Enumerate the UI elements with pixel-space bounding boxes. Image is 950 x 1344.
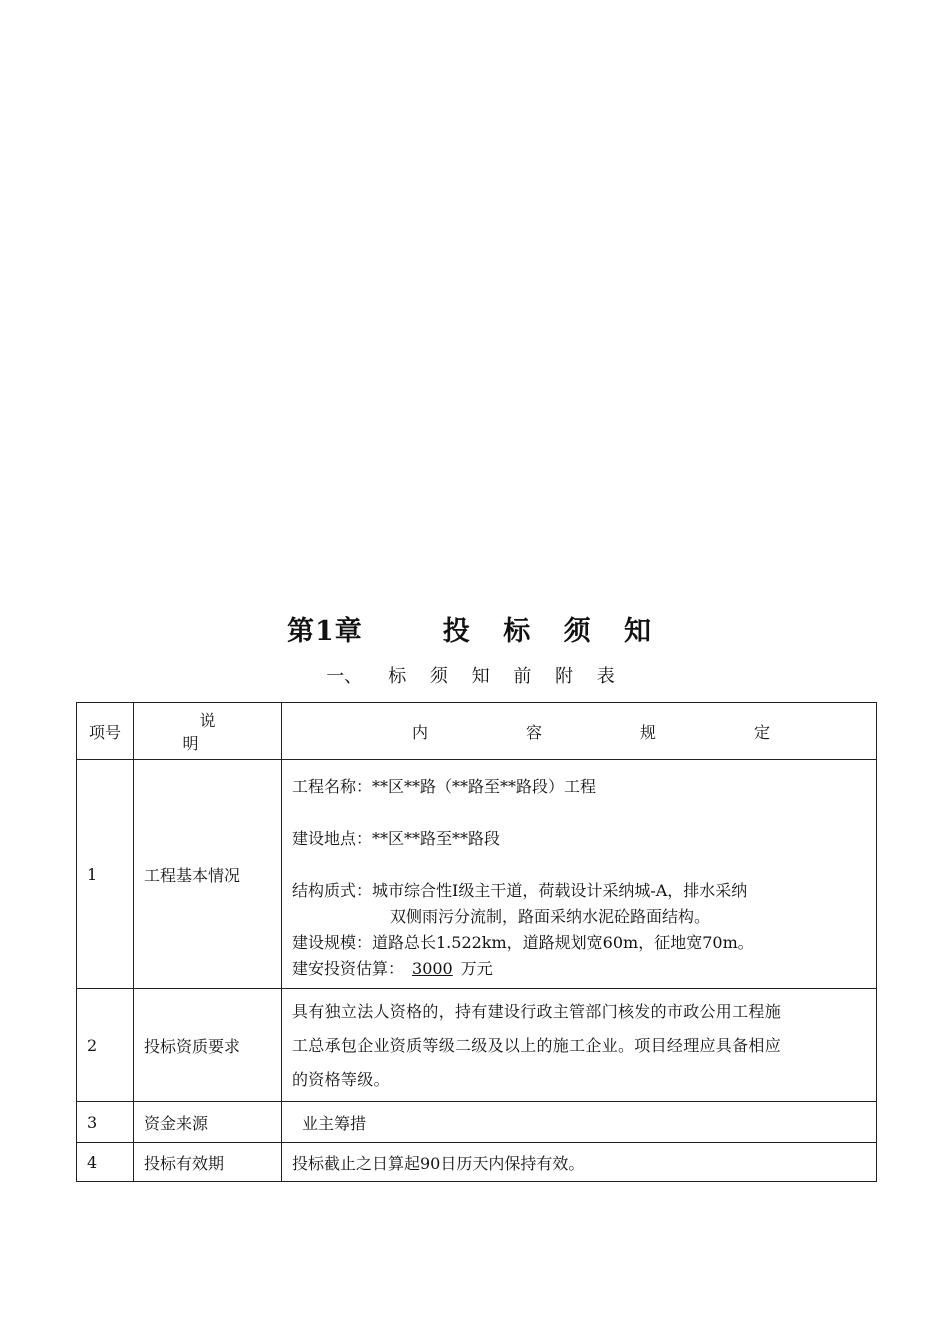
- section-number: 一、: [326, 666, 363, 687]
- table-row: [77, 760, 877, 989]
- header-description-text: 说 明: [182, 711, 250, 753]
- header-item-number: 项号: [77, 703, 134, 760]
- header-content-char: 定: [753, 722, 770, 742]
- structure-line: 结构质式：城市综合性Ⅰ级主干道，荷载设计采纳城-A，排水采纳: [292, 881, 748, 900]
- qualification-line: 的资格等级。: [292, 1070, 390, 1089]
- row-content: [282, 760, 877, 989]
- scale-line: 建设规模：道路总长1.522km，道路规划宽60m，征地宽70m。: [292, 933, 754, 952]
- table-row: [77, 1102, 877, 1143]
- chapter-title: [0, 612, 950, 652]
- project-location-line: 建设地点：**区**路至**路段: [292, 829, 501, 848]
- row-label: 投标资质要求: [134, 989, 282, 1102]
- header-content: [282, 703, 877, 760]
- investment-unit: 万元: [460, 959, 493, 978]
- funding-source: 业主筹措: [282, 1102, 877, 1143]
- row-label: 资金来源: [134, 1102, 282, 1143]
- qualification-line: 工总承包企业资质等级二级及以上的施工企业。项目经理应具备相应: [292, 1036, 782, 1055]
- row-label: 工程基本情况: [134, 760, 282, 989]
- investment-label: 建安投资估算：: [292, 959, 405, 978]
- bid-notice-table: [76, 702, 877, 1182]
- row-number: 2: [77, 989, 134, 1102]
- row-number: 4: [77, 1143, 134, 1182]
- header-content-char: 容: [525, 722, 542, 742]
- bid-validity: 投标截止之日算起90日历天内保持有效。: [282, 1143, 877, 1182]
- chapter-heading: 投 标 须 知: [442, 616, 663, 647]
- structure-line-continued: 双侧雨污分流制，路面采纳水泥砼路面结构。: [390, 907, 711, 926]
- section-title: [0, 664, 950, 690]
- row-number: 1: [77, 760, 134, 989]
- table-header-row: [77, 703, 877, 760]
- header-description: [134, 703, 282, 760]
- investment-amount: 3000: [412, 959, 453, 978]
- header-content-char: 内: [411, 722, 428, 742]
- section-heading: 标 须 知 前 附 表: [388, 666, 624, 687]
- chapter-number: 第1章: [287, 616, 363, 647]
- investment-line: [292, 956, 866, 982]
- qualification-line: 具有独立法人资格的，持有建设行政主管部门核发的市政公用工程施: [292, 1002, 782, 1021]
- row-label: 投标有效期: [134, 1143, 282, 1182]
- header-content-char: 规: [639, 722, 656, 742]
- project-name-line: 工程名称：**区**路（**路至**路段）工程: [292, 777, 597, 796]
- table-row: [77, 1143, 877, 1182]
- row-content: [282, 989, 877, 1102]
- row-number: 3: [77, 1102, 134, 1143]
- table-row: [77, 989, 877, 1102]
